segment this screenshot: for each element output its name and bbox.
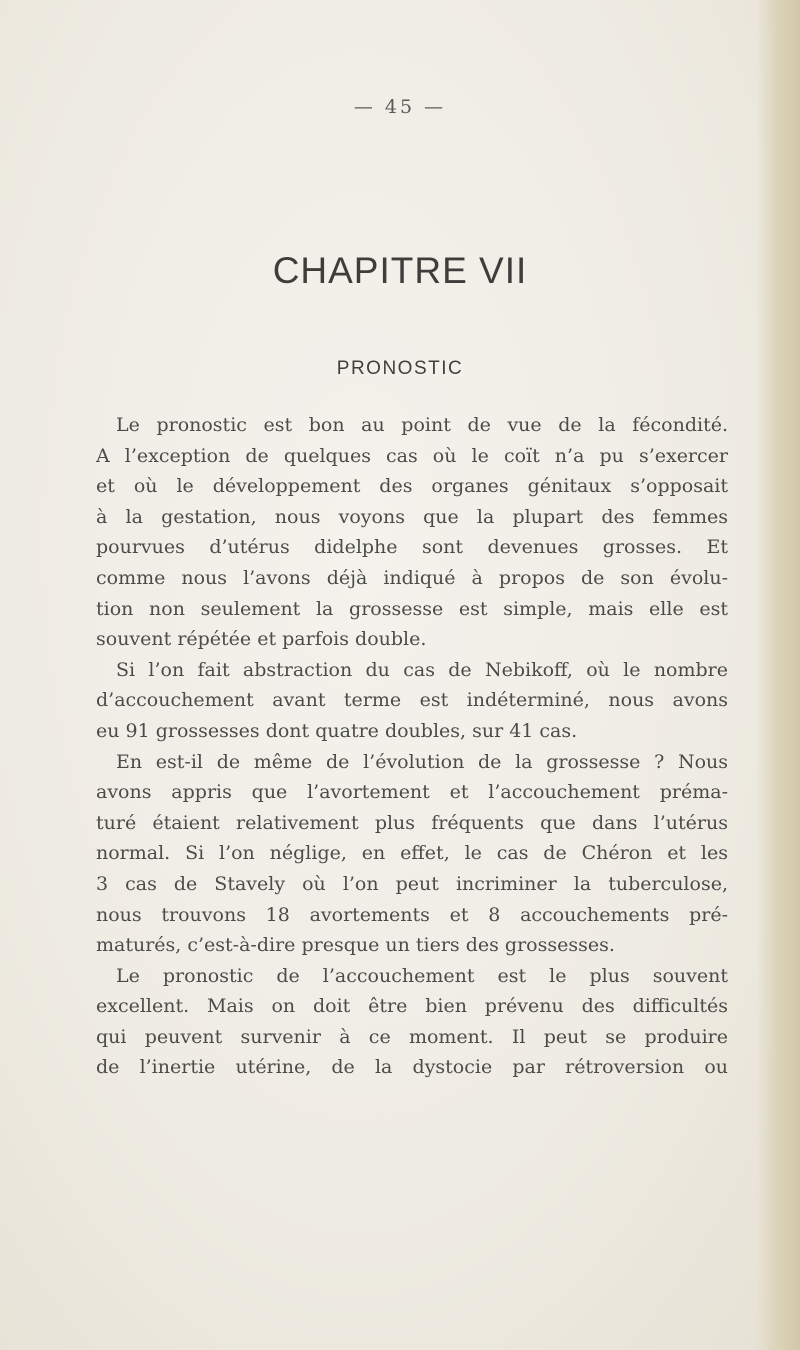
- text-line: nous trouvons 18 avortements et 8 accouchements pré-: [96, 903, 728, 926]
- text-line: d’accouchement avant terme est indéterminé, nous avons: [96, 689, 728, 712]
- text-line: souvent répétée et parfois double.: [96, 628, 427, 651]
- text-line: à la gestation, nous voyons que la plupart des femmes: [96, 505, 728, 528]
- text-line: pourvues d’utérus didelphe sont devenues grosses. Et: [96, 536, 728, 559]
- text-line: eu 91 grossesses dont quatre doubles, sur 41 cas.: [96, 719, 578, 742]
- text-line: comme nous l’avons déjà indiqué à propos de son évolu-: [96, 566, 728, 589]
- text-line: Le pronostic de l’accouchement est le plus souvent: [116, 964, 728, 987]
- text-line: tion non seulement la grossesse est simple, mais elle est: [96, 597, 728, 620]
- text-line: turé étaient relativement plus fréquents que dans l’utérus: [96, 811, 728, 834]
- text-line: qui peuvent survenir à ce moment. Il peut se produire: [96, 1025, 728, 1048]
- text-line: de l’inertie utérine, de la dystocie par rétroversion ou: [96, 1056, 728, 1079]
- text-line: A l’exception de quelques cas où le coït n’a pu s’exercer: [96, 444, 728, 467]
- section-title: PRONOSTIC: [336, 358, 464, 379]
- text-line: Le pronostic est bon au point de vue de la fécondité.: [116, 414, 728, 436]
- page-number: — 45 —: [353, 96, 447, 118]
- text-line: excellent. Mais on doit être bien prévenu des difficultés: [96, 995, 728, 1018]
- text-line: et où le développement des organes génitaux s’opposait: [96, 475, 728, 498]
- text-line: 3 cas de Stavely où l’on peut incriminer la tuberculose,: [96, 872, 728, 895]
- text-line: maturés, c’est-à-dire presque un tiers des grossesses.: [96, 934, 615, 957]
- text-line: En est-il de même de l’évolution de la grossesse ? Nous: [116, 750, 728, 773]
- chapter-title: CHAPITRE VII: [272, 250, 528, 291]
- text-line: avons appris que l’avortement et l’accouchement préma-: [96, 781, 728, 804]
- text-line: normal. Si l’on néglige, en effet, le cas de Chéron et les: [96, 842, 728, 865]
- body-text: [96, 410, 728, 1083]
- page-edge-shadow: [756, 0, 800, 1350]
- text-line: Si l’on fait abstraction du cas de Nebikoff, où le nombre: [116, 658, 728, 681]
